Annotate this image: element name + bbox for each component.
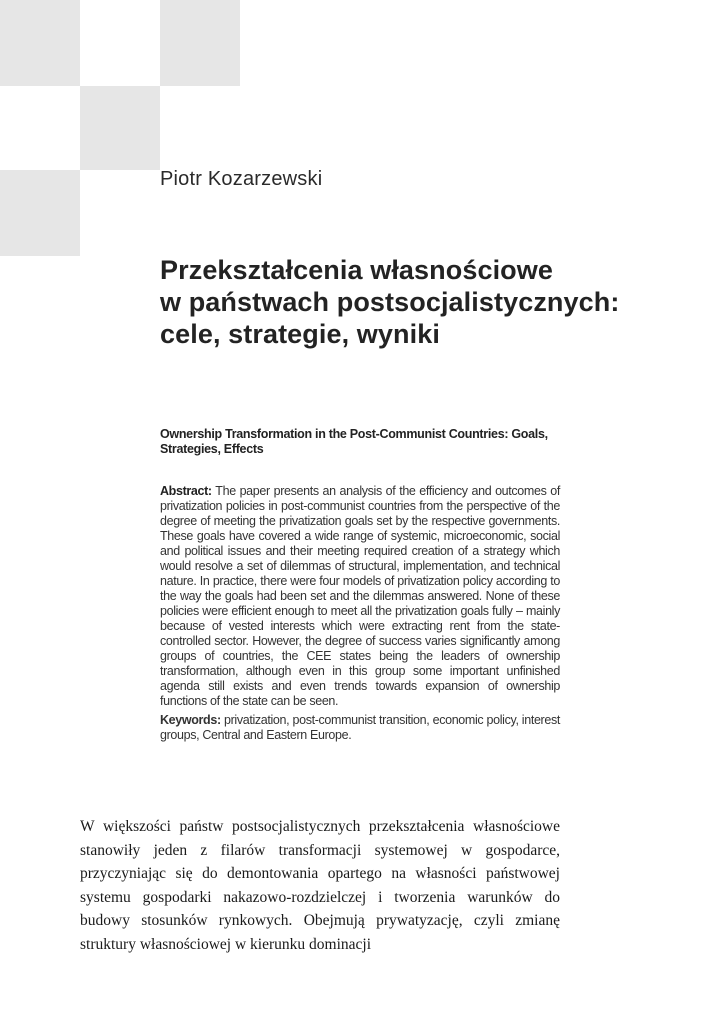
- body-paragraph: W większości państw postsocjalistycznych przekształcenia własnościowe stanowiły jeden z filarów transformacji systemowej w gospodarce, przyczyniając się do demontowania opartego na własności państwowej systemu gospodarki nakazowo-rozdzielczej i tworzenia warunków do budowy stosunków rynkowych. Obejmują prywatyzację, czyli zmianę struktury własnościowej w kierunku dominacji: [80, 818, 560, 953]
- decorative-square: [0, 0, 80, 86]
- abstract-label: Abstract:: [160, 484, 212, 498]
- abstract: [160, 484, 560, 709]
- decorative-square: [0, 170, 80, 256]
- title-line: cele, strategie, wyniki: [160, 319, 440, 349]
- author-name: Piotr Kozarzewski: [160, 168, 323, 190]
- keywords: [160, 713, 560, 743]
- title-line: w państwach postsocjalistycznych:: [160, 287, 620, 317]
- decorative-square: [80, 86, 160, 170]
- keywords-label: Keywords:: [160, 713, 221, 727]
- keywords-text: privatization, post-communist transition, economic policy, interest groups, Central and Eastern Europe.: [160, 713, 560, 742]
- abstract-text: The paper presents an analysis of the efficiency and outcomes of privatization policies in post-communist countries from the perspective of the degree of meeting the privatization goals set by the respective governments. These goals have covered a wide range of systemic, microeconomic, social and political issues and their meeting required creation of a strategy which would resolve a set of dilemmas of structural, implementation, and technical nature. In practice, there were four models of privatization policy according to the way the goals had been set and the dilemmas answered. None of these policies were efficient enough to meet all the privatization goals fully – mainly because of vested interests which were extracting rent from the state-controlled sector. However, the degree of success varies significantly among groups of countries, the CEE states being the leaders of ownership transformation, although even in this group some important unfinished agenda still exists and even trends towards expansion of ownership functions of the state can be seen.: [160, 484, 560, 708]
- article-title: [160, 254, 680, 350]
- decorative-square: [160, 0, 240, 86]
- title-line: Przekształcenia własnościowe: [160, 255, 553, 285]
- english-title: Ownership Transformation in the Post-Communist Countries: Goals, Strategies, Effects: [160, 427, 548, 456]
